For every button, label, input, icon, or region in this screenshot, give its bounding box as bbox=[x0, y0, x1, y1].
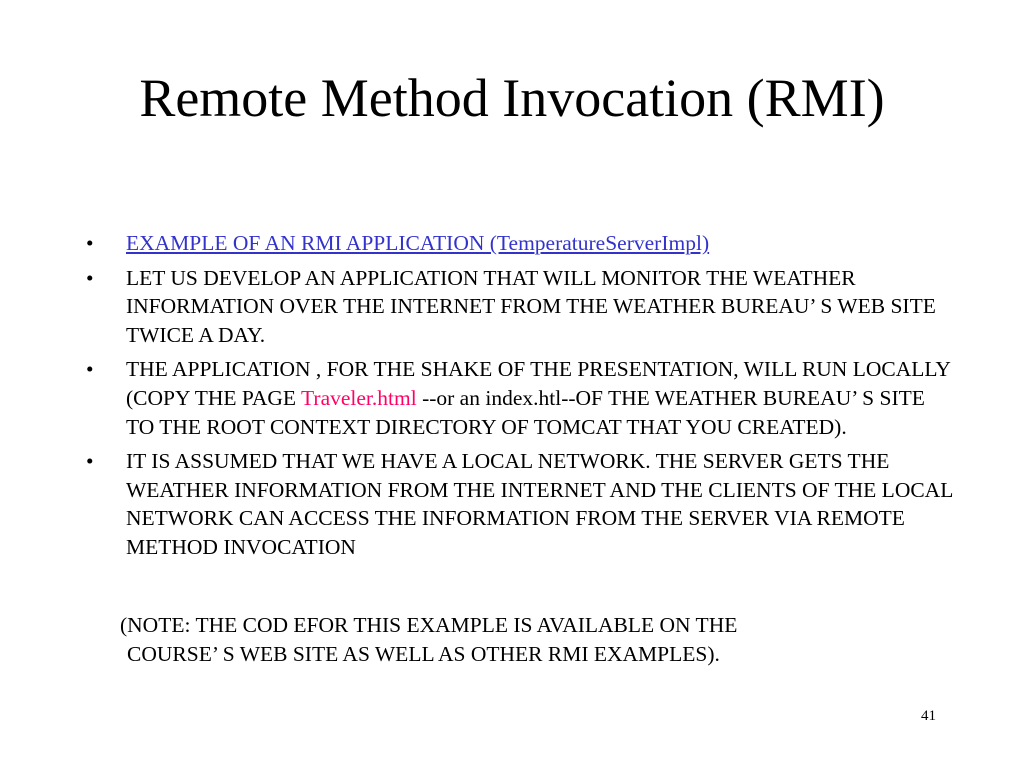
bullet-marker: • bbox=[86, 449, 94, 474]
note-line-1: (NOTE: THE COD EFOR THIS EXAMPLE IS AVAILABLE ON THE bbox=[120, 613, 738, 637]
bullet-item-example bbox=[84, 229, 954, 258]
slide-number: 41 bbox=[921, 708, 936, 724]
bullet-item-develop bbox=[84, 264, 954, 350]
slide-title: Remote Method Invocation (RMI) bbox=[139, 68, 885, 128]
bullet-item-application bbox=[84, 355, 954, 441]
file-name-text: Traveler.html bbox=[301, 385, 417, 410]
bullet-marker: • bbox=[86, 231, 94, 255]
note-paragraph bbox=[120, 611, 950, 668]
bullet-text: LET US DEVELOP AN APPLICATION THAT WILL MONITOR THE WEATHER INFORMATION OVER THE INTERNET FROM THE WEATHER BUREAU’ S WEB SITE TWICE A DAY. bbox=[126, 265, 936, 347]
note-line-2: COURSE’ S WEB SITE AS WELL AS OTHER RMI EXAMPLES). bbox=[127, 641, 720, 666]
bullet-text-before: THE APPLICATION , FOR THE SHAKE OF THE PRESENTATION, WILL RUN LOCALLY (COPY THE PAGE bbox=[126, 357, 951, 410]
bullet-marker: • bbox=[86, 357, 94, 382]
bullet-marker: • bbox=[86, 265, 94, 290]
bullet-item-network bbox=[84, 447, 954, 561]
example-link[interactable]: EXAMPLE OF AN RMI APPLICATION (TemperatureServerImpl) bbox=[126, 231, 710, 255]
bullet-list bbox=[84, 229, 954, 568]
bullet-text: IT IS ASSUMED THAT WE HAVE A LOCAL NETWORK. THE SERVER GETS THE WEATHER INFORMATION FROM THE INTERNET AND THE CLIENTS OF THE LOCAL NETWORK CAN ACCESS THE INFORMATION FROM THE SERVER VIA REMOTE METHOD INVOCATION bbox=[126, 449, 953, 559]
bullet-text-after: --or an index.htl--OF THE WEATHER BUREAU’ S SITE TO THE ROOT CONTEXT DIRECTORY OF TOMCAT THAT YOU CREATED). bbox=[126, 385, 925, 439]
